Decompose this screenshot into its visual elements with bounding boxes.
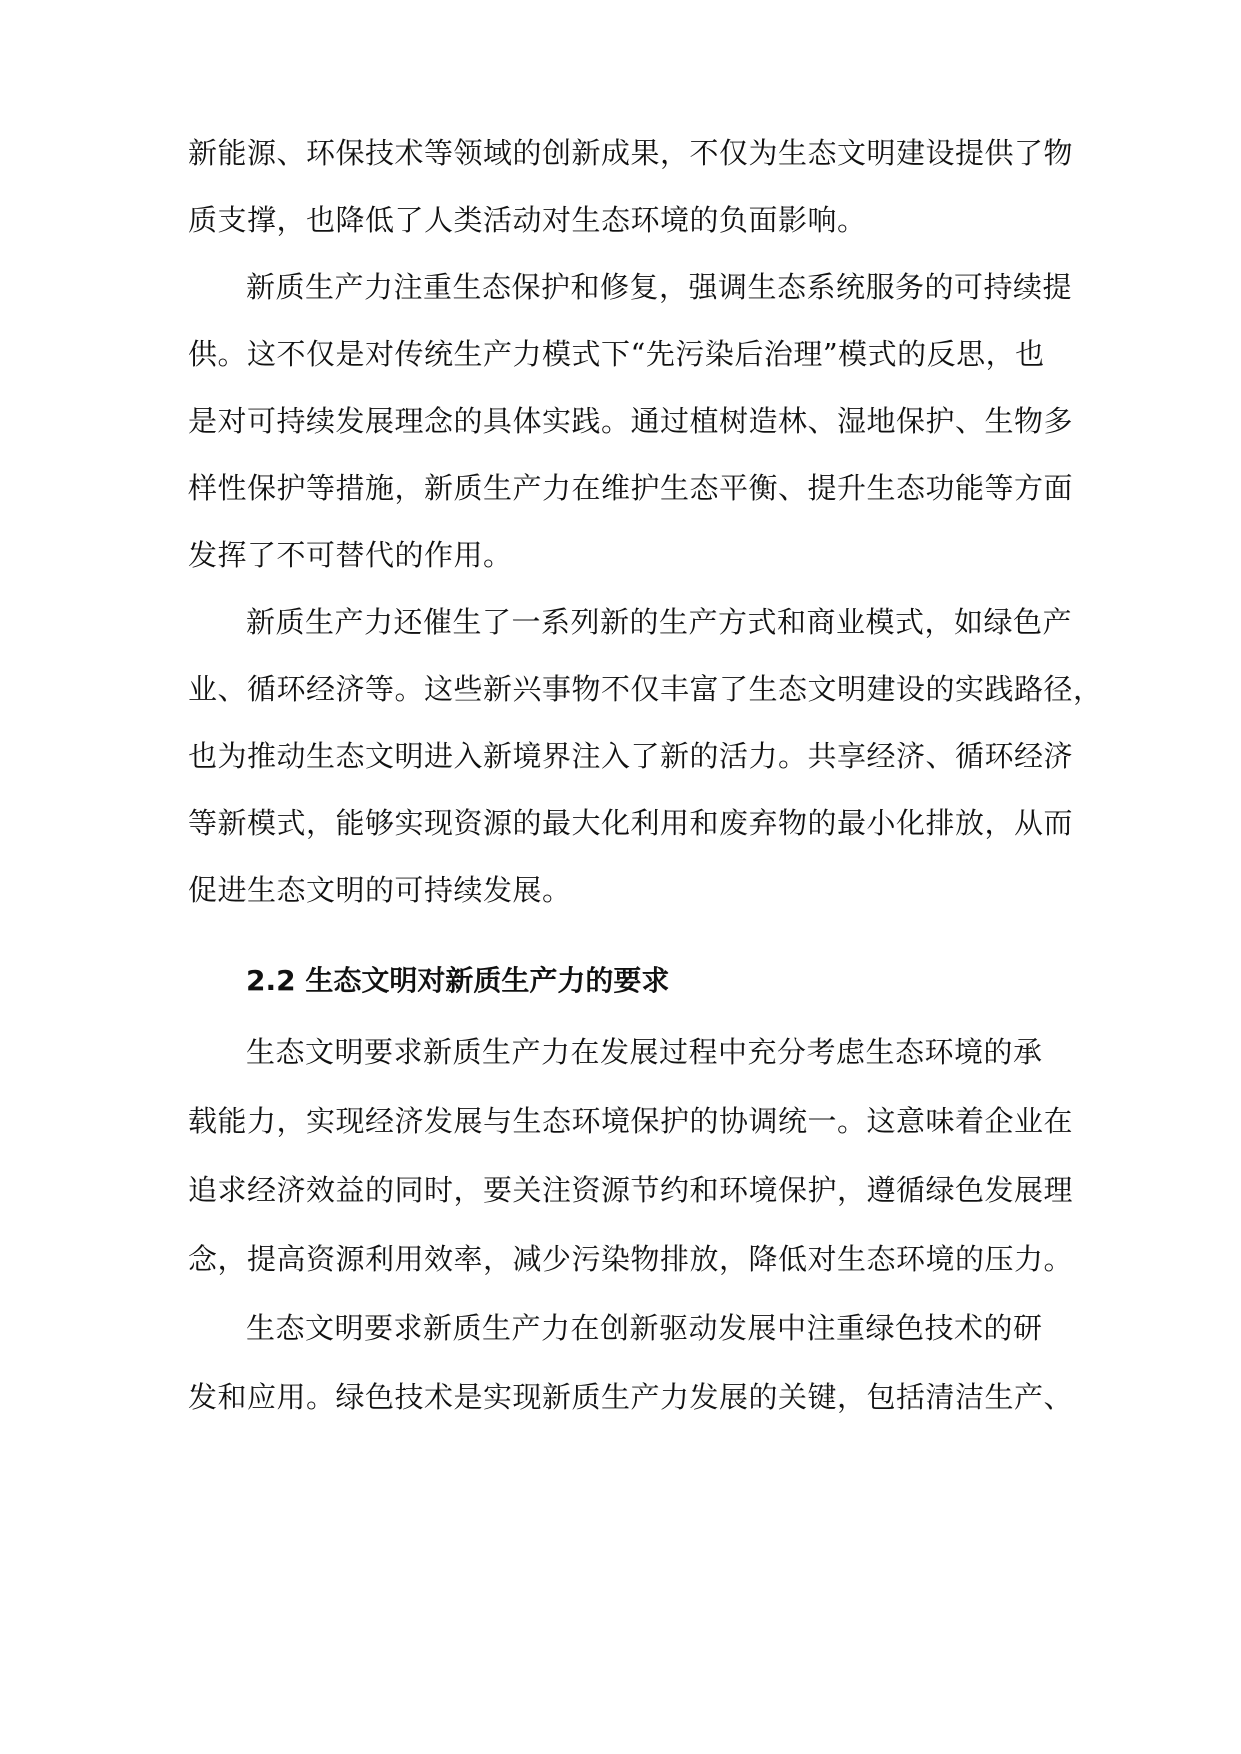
- paragraph-2-line-5: 发挥了不可替代的作用。: [188, 538, 513, 572]
- paragraph-3-line-4: 等新模式，能够实现资源的最大化利用和废弃物的最小化排放，从而: [188, 806, 1074, 840]
- paragraph-2-line-1: 新质生产力注重生态保护和修复，强调生态系统服务的可持续提: [246, 270, 1073, 304]
- paragraph-2-line-4: 样性保护等措施，新质生产力在维护生态平衡、提升生态功能等方面: [188, 471, 1074, 505]
- section-paragraph-2-line-2: 发和应用。绿色技术是实现新质生产力发展的关键，包括清洁生产、: [188, 1380, 1074, 1414]
- paragraph-1-line-1: 新能源、环保技术等领域的创新成果，不仅为生态文明建设提供了物: [188, 136, 1074, 170]
- section-paragraph-1-line-3: 追求经济效益的同时，要关注资源节约和环境保护，遵循绿色发展理: [188, 1173, 1074, 1207]
- section-paragraph-1-line-4: 念，提高资源利用效率，减少污染物排放，降低对生态环境的压力。: [188, 1242, 1074, 1276]
- paragraph-2-line-3: 是对可持续发展理念的具体实践。通过植树造林、湿地保护、生物多: [188, 404, 1074, 438]
- section-paragraph-2-line-1: 生态文明要求新质生产力在创新驱动发展中注重绿色技术的研: [246, 1311, 1043, 1345]
- paragraph-1-line-2: 质支撑，也降低了人类活动对生态环境的负面影响。: [188, 203, 867, 237]
- paragraph-3-line-1: 新质生产力还催生了一系列新的生产方式和商业模式，如绿色产: [246, 605, 1073, 639]
- section-paragraph-1-line-2: 载能力，实现经济发展与生态环境保护的协调统一。这意味着企业在: [188, 1104, 1074, 1138]
- paragraph-3-line-3: 也为推动生态文明进入新境界注入了新的活力。共享经济、循环经济: [188, 739, 1074, 773]
- section-heading: 2.2 生态文明对新质生产力的要求: [246, 964, 670, 997]
- paragraph-3-line-5: 促进生态文明的可持续发展。: [188, 873, 572, 907]
- paragraph-2-line-2: 供。这不仅是对传统生产力模式下“先污染后治理”模式的反思，也: [188, 337, 1045, 371]
- section-paragraph-1-line-1: 生态文明要求新质生产力在发展过程中充分考虑生态环境的承: [246, 1035, 1043, 1069]
- paragraph-3-line-2: 业、循环经济等。这些新兴事物不仅丰富了生态文明建设的实践路径，: [188, 672, 1103, 706]
